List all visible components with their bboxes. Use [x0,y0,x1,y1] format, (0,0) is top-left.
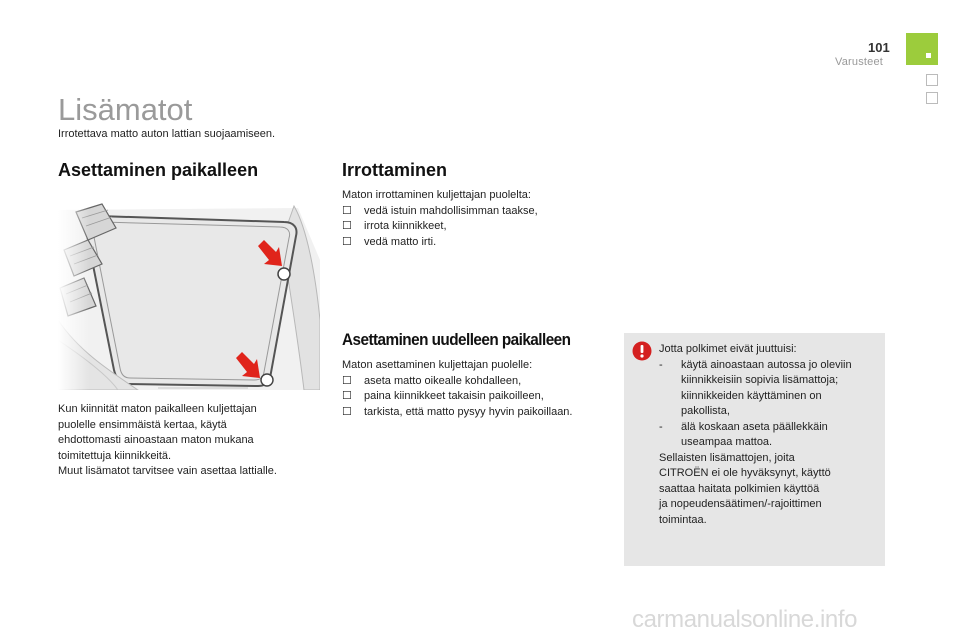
warning-item: - älä koskaan aseta päällekkäin useampaa mattoa. [659,420,828,448]
page-number: 101 [868,40,890,55]
removal-steps [342,204,612,251]
checkbox-bullet-icon: ☐ [342,390,352,402]
fitting-line: toimitettuja kiinnikkeitä. [58,449,172,462]
refitting-section [342,358,617,420]
warning-item: - käytä ainoastaan autossa jo oleviin kiinnikkeisiin sopivia lisämattoja; kiinnikkeiden käyttäminen on pakollista, [659,358,852,417]
fitting-line: Kun kiinnität maton paikalleen kuljettajan [58,403,257,415]
page-title: Lisämatot [58,92,193,127]
chapter-tab-empty[interactable] [926,74,938,86]
warning-box [624,333,885,566]
footer-watermark: carmanualsonline.info [632,606,858,633]
warning-closing: Sellaisten lisämattojen, joita CITROËN ei ole hyväksynyt, käyttö saattaa haitata polkimien käyttöä ja nopeudensäätimen/-rajoittimen toimintaa. [659,451,831,526]
fitting-line: Muut lisämatot tarvitsee vain asettaa lattialle. [58,465,277,477]
fitting-heading: Asettaminen paikalleen [58,160,259,180]
section-name: Varusteet [835,56,884,68]
list-item: ☐ aseta matto oikealle kohdalleen, [342,374,617,390]
checkbox-bullet-icon: ☐ [342,405,352,418]
refitting-lead: Maton asettaminen kuljettajan puolelle: [342,359,533,371]
removal-heading: Irrottaminen [342,160,448,180]
fitting-paragraph [58,402,320,480]
chapter-tab-empty[interactable] [926,92,938,104]
removal-section [342,188,612,250]
chapter-tab-active[interactable] [906,33,938,65]
checkbox-bullet-icon: ☐ [342,220,352,232]
warning-intro: Jotta polkimet eivät juuttuisi: [659,343,797,355]
list-item: ☐ vedä istuin mahdollisimman taakse, [342,204,612,220]
list-item: ☐ paina kiinnikkeet takaisin paikoilleen, [342,389,617,405]
checkbox-bullet-icon: ☐ [342,235,352,248]
floor-mat-illustration [58,200,320,390]
removal-lead: Maton irrottaminen kuljettajan puolelta: [342,189,531,201]
refitting-heading: Asettaminen uudelleen paikalleen [342,330,571,349]
warning-exclamation-icon [632,341,652,366]
dash-marker: - [659,420,663,433]
list-item: ☐ vedä matto irti. [342,235,612,251]
list-item: ☐ tarkista, että matto pysyy hyvin paikoillaan. [342,405,617,421]
fitting-line: ehdottomasti ainoastaan maton mukana [58,434,254,446]
warning-text [659,342,879,528]
checkbox-bullet-icon: ☐ [342,374,352,387]
checkbox-bullet-icon: ☐ [342,204,352,217]
refitting-steps [342,374,617,421]
dash-marker: - [659,358,663,371]
list-item: ☐ irrota kiinnikkeet, [342,219,612,235]
intro-text: Irrotettava matto auton lattian suojaamiseen. [58,128,276,140]
fitting-line: puolelle ensimmäistä kertaa, käytä [58,418,227,431]
